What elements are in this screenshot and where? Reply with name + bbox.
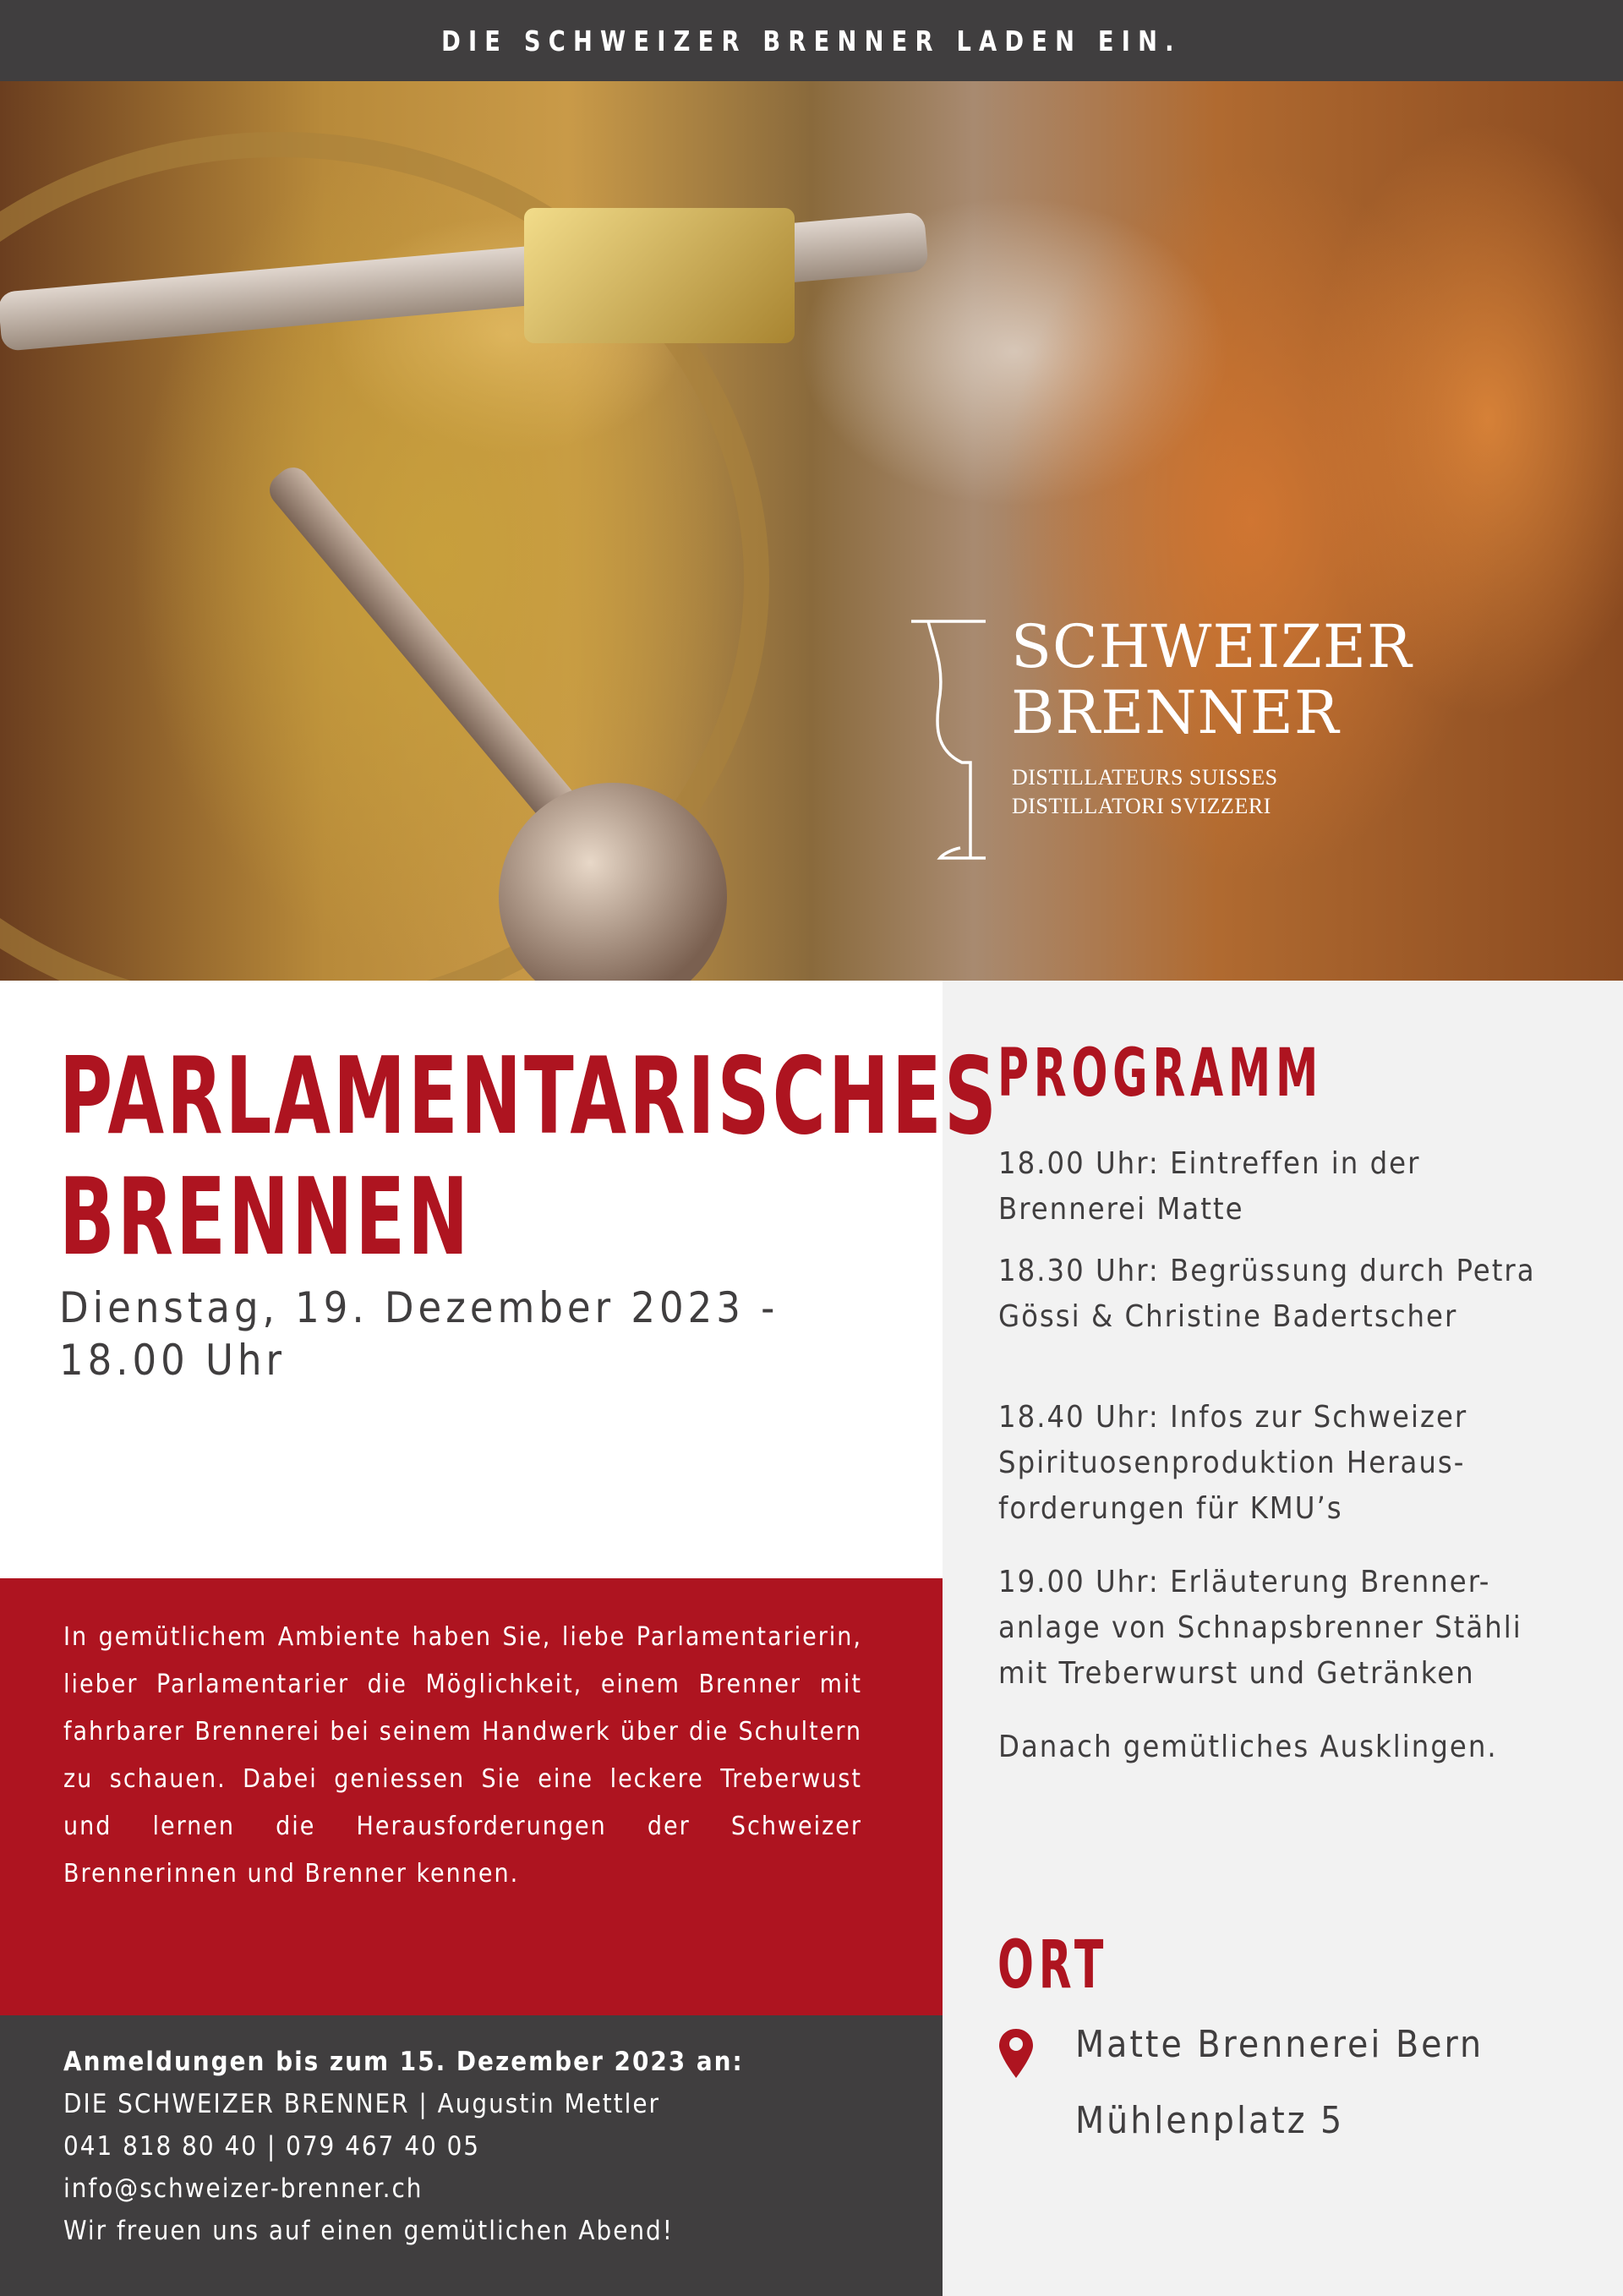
- programm-item-text: forderungen für KMU’s: [998, 1491, 1343, 1526]
- event-date-line-2: 18.00 Uhr: [59, 1336, 286, 1385]
- logo-line-1: SCHWEIZER: [1011, 612, 1413, 681]
- programm-item: [998, 1141, 1590, 1233]
- registration-closing: Wir freuen uns auf einen gemütlichen Abend!: [63, 2216, 674, 2246]
- schweizer-brenner-logo: [910, 612, 1484, 885]
- logo-line-3: DISTILLATEURS SUISSES: [1012, 765, 1278, 790]
- programm-item-text: Gössi & Christine Badertscher: [998, 1299, 1458, 1334]
- still-clamp: [524, 208, 795, 343]
- registration-email[interactable]: info@schweizer-brenner.ch: [63, 2173, 424, 2204]
- programm-item-text: 18.30 Uhr: Begrüssung durch Petra: [998, 1254, 1536, 1288]
- event-title: [59, 1036, 999, 1277]
- programm-item: [998, 1249, 1590, 1340]
- registration-organizer: DIE SCHWEIZER BRENNER | Augustin Mettler: [63, 2089, 661, 2119]
- description-box: [0, 1578, 943, 2015]
- event-date-line-1: Dienstag, 19. Dezember 2023 -: [59, 1283, 779, 1332]
- programm-item-text: 18.00 Uhr: Eintreffen in der: [998, 1146, 1421, 1181]
- programm-heading: PROGRAMM: [997, 1036, 1324, 1112]
- event-date: [59, 1282, 904, 1386]
- logo-line-4: DISTILLATORI SVIZZERI: [1012, 794, 1271, 818]
- glass-icon: [910, 615, 1003, 868]
- programm-item: [998, 1725, 1590, 1770]
- banner-text: DIE SCHWEIZER BRENNER LADEN EIN.: [441, 24, 1182, 57]
- event-title-line-2: BRENNEN: [59, 1155, 472, 1279]
- programm-item-text: Brennerei Matte: [998, 1192, 1244, 1227]
- location-name: Matte Brennerei Bern: [1075, 2023, 1484, 2066]
- description-text: In gemütlichem Ambiente haben Sie, liebe Parlamentarierin, lieber Parlamentarier die Möglichkeit, einem Brenner mit fahrbarer Brennerei bei seinem Handwerk über die Schultern zu schauen. Dabei geniessen Sie eine leckere Treberwust und lernen die Herausforderungen der Schweizer Brennerinnen und Brenner kennen.: [63, 1622, 862, 1889]
- registration-heading: Anmeldungen bis zum 15. Dezember 2023 an:: [63, 2047, 744, 2077]
- programm-item-text: 18.40 Uhr: Infos zur Schweizer: [998, 1400, 1468, 1435]
- hero-photo: [0, 81, 1623, 981]
- event-title-line-1: PARLAMENTARISCHES: [59, 1034, 1000, 1158]
- programm-item-text: mit Treberwurst und Getränken: [998, 1656, 1475, 1691]
- registration-phones: 041 818 80 40 | 079 467 40 05: [63, 2131, 481, 2162]
- programm-item-text: Danach gemütliches Ausklingen.: [998, 1730, 1498, 1764]
- programm-item: [998, 1395, 1590, 1532]
- top-banner: [0, 0, 1623, 81]
- programm-item-text: anlage von Schnapsbrenner Stähli: [998, 1610, 1522, 1645]
- map-pin-icon: [997, 2027, 1035, 2080]
- ort-heading: ORT: [997, 1927, 1109, 2004]
- programm-item-text: Spirituosenproduktion Heraus-: [998, 1446, 1466, 1480]
- registration-box: [0, 2015, 943, 2296]
- location-street: Mühlenplatz 5: [1075, 2099, 1345, 2142]
- programm-item-text: 19.00 Uhr: Erläuterung Brenner-: [998, 1565, 1491, 1599]
- programm-item: [998, 1560, 1590, 1697]
- logo-line-2: BRENNER: [1011, 678, 1340, 747]
